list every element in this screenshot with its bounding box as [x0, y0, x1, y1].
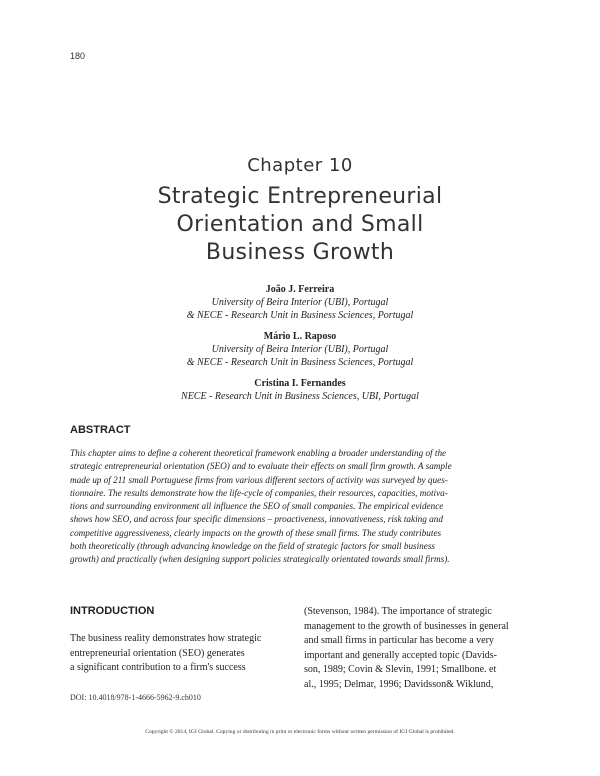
body-line: The business reality demonstrates how strategic	[70, 633, 262, 644]
body-line: entrepreneurial orientation (SEO) generates	[70, 647, 245, 659]
author-name: Mário L. Raposo	[263, 331, 337, 342]
abstract-line: tions and surrounding environment all influence the SEO of small companies. The empirical evidence	[70, 501, 444, 512]
copyright-notice: Copyright © 2014, IGI Global. Copying or distributing in print or electronic forms without written permission of IGI Global is prohibited.	[145, 729, 455, 735]
body-line: al., 1995; Delmar, 1996; Davidsson& Wiklund,	[304, 678, 494, 690]
abstract-line: shows how SEO, and across four specific dimensions – proactiveness, innovativeness, risk taking and	[70, 514, 443, 525]
author-block	[0, 283, 600, 322]
author-affiliation: University of Beira Interior (UBI), Portugal	[211, 344, 389, 355]
author-name: Cristina I. Fernandes	[254, 378, 346, 389]
author-affiliation: NECE - Research Unit in Business Sciences, UBI, Portugal	[181, 391, 419, 402]
abstract-line: made up of 211 small Portuguese firms from various different sectors of activity was surveyed by ques-	[70, 474, 448, 485]
abstract-heading: ABSTRACT	[70, 424, 131, 436]
body-line: and small firms in particular has become a very	[304, 635, 494, 646]
author-affiliation: University of Beira Interior (UBI), Portugal	[211, 297, 389, 308]
abstract-line: both theoretically (through advancing knowledge on the field of strategic factors for small business	[70, 541, 435, 552]
author-block	[0, 330, 600, 369]
introduction-right-column	[304, 605, 532, 692]
introduction-left-column	[70, 632, 280, 676]
author-affiliation: & NECE - Research Unit in Business Sciences, Portugal	[186, 357, 414, 368]
abstract-line: growth) and practically (when designing support policies strategically orientated towards small firms).	[70, 554, 450, 565]
abstract-line: strategic entrepreneurial orientation (SEO) and to evaluate their effects on small firm growth. A sample	[70, 461, 452, 472]
title-line: Business Growth	[205, 240, 395, 265]
abstract-line: tionnaire. The results demonstrate how the life-cycle of companies, their resources, capacities, motiva-	[70, 487, 448, 498]
page-number: 180	[70, 51, 86, 61]
author-affiliation: & NECE - Research Unit in Business Sciences, Portugal	[186, 310, 414, 321]
introduction-heading: INTRODUCTION	[70, 605, 155, 617]
title-line: Orientation and Small	[176, 212, 424, 237]
chapter-title	[90, 183, 510, 267]
abstract-body	[70, 447, 532, 567]
body-line: (Stevenson, 1984). The importance of strategic	[304, 606, 492, 617]
title-line: Strategic Entrepreneurial	[157, 184, 443, 209]
body-line: son, 1989; Covin & Slevin, 1991; Smallbone. et	[304, 664, 497, 675]
abstract-line: This chapter aims to define a coherent theoretical framework enabling a broader understanding of the	[70, 448, 447, 458]
author-name: João J. Ferreira	[265, 284, 335, 295]
chapter-label: Chapter 10	[247, 155, 353, 176]
body-line: a significant contribution to a firm's success	[70, 662, 246, 673]
body-line: important and generally accepted topic (Davids-	[304, 649, 497, 661]
author-block	[0, 377, 600, 403]
body-line: management to the growth of businesses in general	[304, 620, 509, 632]
abstract-line: competitive aggressiveness, clearly impacts on the growth of these small firms. The study contributes	[70, 527, 442, 538]
doi-line: DOI: 10.4018/978-1-4666-5962-9.ch010	[70, 693, 201, 702]
